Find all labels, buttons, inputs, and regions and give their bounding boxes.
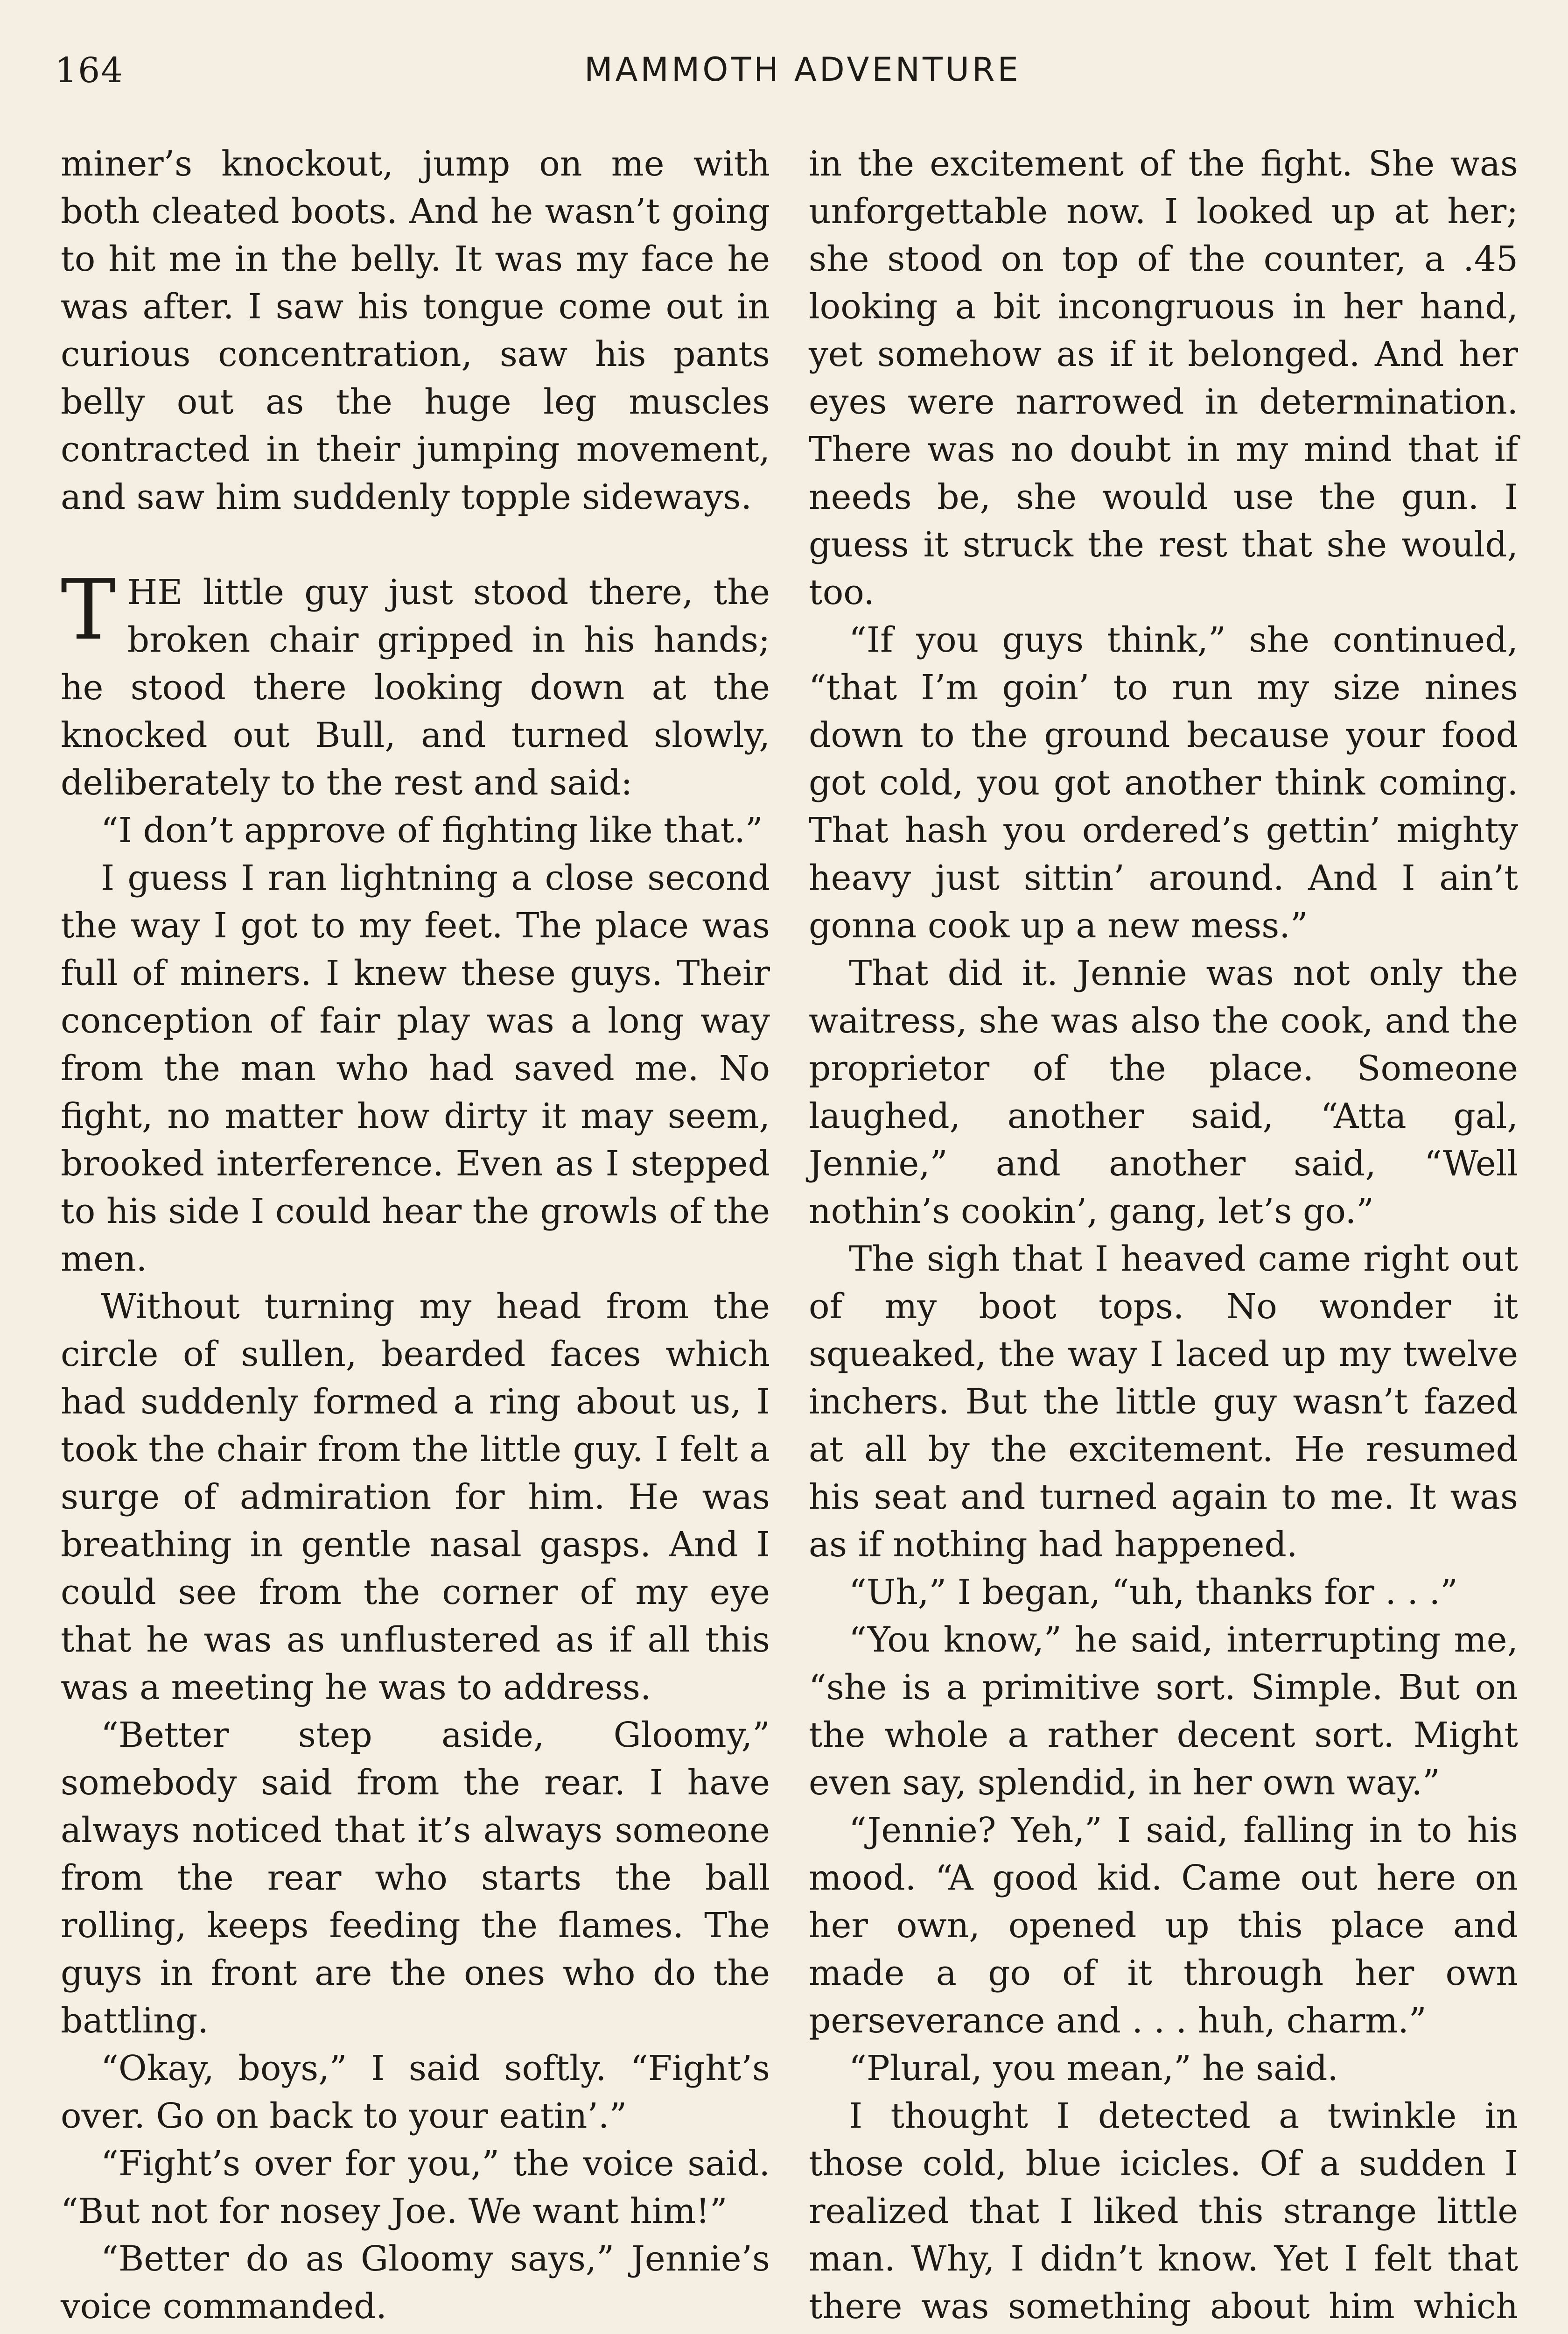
- paragraph: “If you guys think,” she continued, “that I’m goin’ to run my size nines down to the ground because your food got cold, you got another think coming. That hash you ordered’s gettin’ mighty heavy just sittin’ around. And I ain’t gonna cook up a new mess.”: [809, 620, 1518, 946]
- paragraph: [61, 2330, 770, 2334]
- paragraph: “Jennie? Yeh,” I said, falling in to his mood. “A good kid. Came out here on her own, opened up this place and made a go of it through her own perseverance and . . . huh, charm.”: [809, 1810, 1518, 2041]
- paragraph: Without turning my head from the circle of sullen, bearded faces which had suddenly formed a ring about us, I took the chair from the little guy. I felt a surge of admiration for him. He was breathing in gentle nasal gasps. And I could see from the corner of my eye that he was as unflustered as if all this was a meeting he was to address.: [61, 1287, 770, 1708]
- paragraph: “Better step aside, Gloomy,” somebody said from the rear. I have always noticed that it’s always someone from the rear who starts the ball rolling, keeps feeding the flames. The guys in front are the ones who do the battling.: [61, 1715, 770, 2041]
- paragraph: “Plural, you mean,” he said.: [849, 2048, 1338, 2088]
- running-head: MAMMOTH ADVENTURE: [584, 50, 1021, 89]
- paragraph: miner’s knockout, jump on me with both cleated boots. And he wasn’t going to hit me in the belly. It was my face he was after. I saw his tongue come out in curious concentration, saw his pants belly out as the huge leg muscles contracted in their jumping movement, and saw him suddenly topple sideways.: [61, 144, 770, 517]
- paragraph: “I don’t approve of fighting like that.”: [101, 810, 763, 851]
- paragraph: I thought I detected a twinkle in those cold, blue icicles. Of a sudden I realized that I liked this strange little man. Why, I didn’t know. Yet I felt that there was something about him which: [809, 2096, 1518, 2327]
- paragraph: “Okay, boys,” I said softly. “Fight’s over. Go on back to your eatin’.”: [61, 2048, 770, 2136]
- paragraph: That did it. Jennie was not only the waitress, she was also the cook, and the proprietor of the place. Someone laughed, another said, “Atta gal, Jennie,” and another said, “Well nothin’s cookin’, gang, let’s go.”: [809, 953, 1518, 1231]
- paragraph: I guess I ran lightning a close second the way I got to my feet. The place was full of miners. I knew these guys. Their conception of fair play was a long way from the man who had saved me. No fight, no matter how dirty it may seem, brooked interference. Even as I stepped to his side I could hear the growls of the men.: [61, 858, 770, 1279]
- paragraph: “Fight’s over for you,” the voice said. “But not for nosey Joe. We want him!”: [61, 2144, 770, 2231]
- paragraph-text: HE little guy just stood there, the broken chair gripped in his hands; he stood there looking down at the knocked out Bull, and turned slowly, deliberately to the rest and said:: [61, 572, 770, 803]
- paragraph: The sigh that I heaved came right out of my boot tops. No wonder it squeaked, the way I laced up my twelve inchers. But the little guy wasn’t fazed at all by the excitement. He resumed his seat and turned again to me. It was as if nothing had happened.: [809, 1239, 1518, 1565]
- paragraph: “Better do as Gloomy says,” Jennie’s voice commanded.: [61, 2239, 770, 2327]
- dropcap-letter: T: [61, 562, 116, 658]
- paragraph: “You know,” he said, interrupting me, “she is a primitive sort. Simple. But on the whole a rather decent sort. Might even say, splendid, in her own way.”: [809, 1620, 1518, 1803]
- paragraph-dropcap: [61, 562, 770, 807]
- paragraph: “Uh,” I began, “uh, thanks for . . .”: [849, 1572, 1458, 1612]
- paragraph: in the excitement of the fight. She was unforgettable now. I looked up at her; she stood on top of the counter, a .45 looking a bit incongruous in her hand, yet somehow as if it belonged. And her eyes were narrowed in determination. There was no doubt in my mind that if needs be, she would use the gun. I guess it struck the rest that she would, too.: [809, 144, 1518, 612]
- page-number: 164: [55, 50, 124, 91]
- right-column: [809, 140, 1518, 2334]
- left-column: [61, 140, 770, 2334]
